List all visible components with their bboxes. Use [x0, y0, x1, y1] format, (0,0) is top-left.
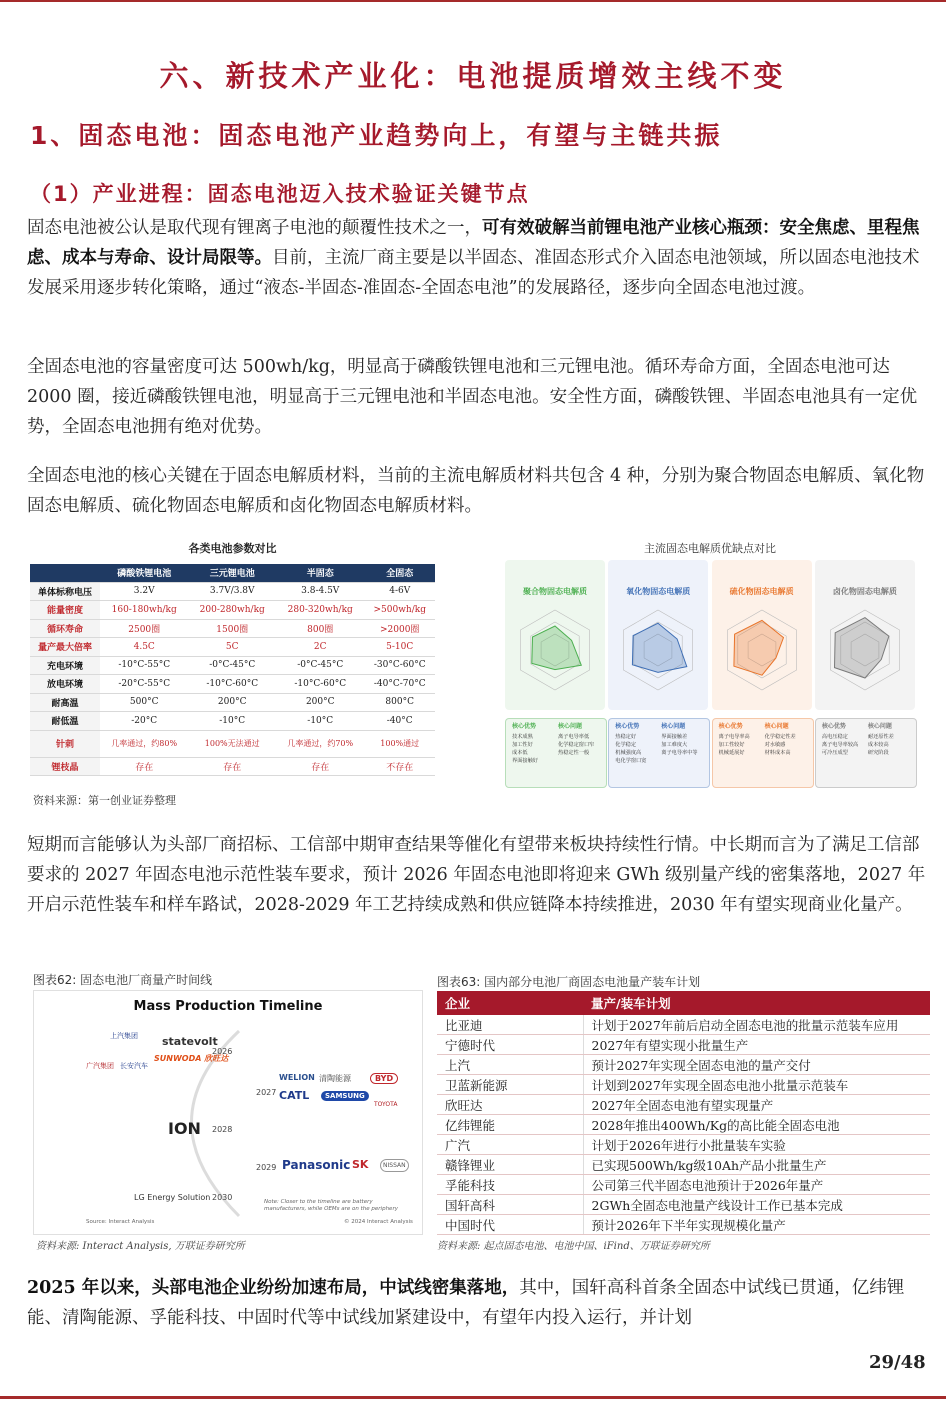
logo-changan: 长安汽车	[120, 1062, 148, 1070]
adv-item: 高电压稳定	[821, 734, 848, 740]
logo-byd: BYD	[370, 1073, 398, 1084]
year-2030: 2030	[212, 1193, 233, 1202]
bottom-rule	[0, 1396, 946, 1399]
electrolyte-panel	[712, 560, 812, 786]
params-cell: 200°C	[188, 693, 276, 712]
params-row	[30, 675, 435, 694]
adv-item: 可冷压成型	[821, 750, 848, 756]
params-row-label: 能量密度	[30, 601, 100, 620]
params-row-label: 耐高温	[30, 693, 100, 712]
params-cell: 5C	[188, 638, 276, 657]
params-row	[30, 730, 435, 757]
params-cell: >500wh/kg	[364, 601, 435, 620]
plan-row	[437, 1015, 930, 1035]
adv-header: 核心优势	[821, 723, 846, 730]
fig62-chart	[33, 990, 423, 1235]
params-cell: -30°C-60°C	[364, 656, 435, 675]
params-row-label: 耐低温	[30, 712, 100, 731]
params-cell: 160-180wh/kg	[100, 601, 188, 620]
electrolyte-summary-card	[815, 718, 917, 788]
battery-params-figure	[30, 540, 435, 776]
prob-item: 化学稳定窗口窄	[558, 742, 595, 748]
electrolyte-figure	[505, 540, 915, 790]
electrolyte-radar	[505, 600, 605, 710]
electrolyte-radar-card	[712, 560, 812, 710]
logo-ion: ION	[168, 1119, 201, 1138]
electrolyte-radar-card	[505, 560, 605, 710]
plan-company: 卫蓝新能源	[437, 1075, 583, 1095]
params-row	[30, 619, 435, 638]
plan-row	[437, 1135, 930, 1155]
params-cell: -10°C-60°C	[276, 675, 364, 694]
params-cell: 存在	[188, 757, 276, 776]
logo-gac: 广汽集团	[86, 1062, 114, 1070]
radar-area	[633, 623, 687, 672]
params-cell: 2C	[276, 638, 364, 657]
logo-lg: LG Energy Solution	[134, 1193, 211, 1202]
plan-row	[437, 1115, 930, 1135]
params-col-header: 磷酸铁锂电池	[100, 564, 188, 582]
params-cell: 100%无法通过	[188, 730, 276, 757]
adv-item: 热稳定好	[615, 734, 637, 740]
params-cell: 3.7V/3.8V	[188, 582, 276, 601]
page-number: 29/48	[869, 1352, 926, 1373]
adv-header: 核心优势	[718, 723, 743, 730]
params-cell: 800圈	[276, 619, 364, 638]
paragraph-1: 固态电池被公认是取代现有锂离子电池的颠覆性技术之一，可有效破解当前锂电池产业核心瓶颈：安全焦虑、里程焦虑、成本与寿命、设计局限等。目前，主流厂商主要是以半固态、准固态形式介入固态电池领域，所以固态电池技术发展采用逐步转化策略，通过“液态-半固态-准固态-全固态电池”的发展路径，逐步向全固态电池过渡。	[27, 218, 920, 298]
timeline-title: Mass Production Timeline	[133, 999, 323, 1014]
params-cell: 280-320wh/kg	[276, 601, 364, 620]
prob-item: 耐还原性差	[867, 734, 894, 740]
params-col-header: 全固态	[364, 564, 435, 582]
paragraph-2: 全固态电池的容量密度可达 500wh/kg，明显高于磷酸铁锂电池和三元锂电池。循环寿命方面，全固态电池可达 2000 圈，接近磷酸铁锂电池，明显高于三元锂电池和半固态电池。安全性方面，磷酸铁锂、半固态电池具有一定优势，全固态电池拥有绝对优势。	[27, 357, 918, 437]
adv-header: 核心优势	[615, 723, 640, 730]
plan-detail: 2GWh全固态电池量产线设计工作已基本完成	[583, 1195, 930, 1215]
fig63-header-company: 企业	[437, 991, 583, 1015]
plan-detail: 计划于2026年进行小批量装车实验	[583, 1135, 930, 1155]
plan-company: 国轩高科	[437, 1195, 583, 1215]
timeline-copyright: © 2024 Interact Analysis	[344, 1219, 413, 1225]
fig63-caption: 图表63: 国内部分电池厂商固态电池量产装车计划	[437, 975, 701, 989]
fig62-caption: 图表62: 固态电池厂商量产时间线	[33, 973, 213, 987]
params-row-label: 量产最大倍率	[30, 638, 100, 657]
plan-company: 欣旺达	[437, 1095, 583, 1115]
params-cell: 2500圈	[100, 619, 188, 638]
adv-item: 加工性较好	[718, 742, 745, 748]
prob-header: 核心问题	[558, 723, 583, 730]
radar-area	[733, 620, 783, 675]
params-cell: 4.5C	[100, 638, 188, 657]
params-row	[30, 693, 435, 712]
top-rule	[0, 0, 946, 2]
params-row-label: 充电环境	[30, 656, 100, 675]
plan-detail: 计划于2027年前后启动全固态电池的批量示范装车应用	[583, 1015, 930, 1035]
params-cell: 500°C	[100, 693, 188, 712]
year-2029: 2029	[256, 1163, 277, 1172]
electrolyte-name: 聚合物固态电解质	[523, 586, 587, 596]
paragraph-5: 2025 年以来，头部电池企业纷纷加速布局，中试线密集落地，其中，国轩高科首条全固态中试线已贯通，亿纬锂能、清陶能源、孚能科技、中固时代等中试线加紧建设中，有望年内投入运行，并计划	[27, 1278, 905, 1328]
electrolyte-name: 卤化物固态电解质	[832, 586, 897, 596]
adv-item: 化学稳定	[615, 742, 637, 748]
section-title: 六、新技术产业化：电池提质增效主线不变	[159, 59, 787, 93]
logo-samsung: SAMSUNG	[321, 1091, 369, 1101]
logo-sk: SK	[352, 1158, 369, 1171]
params-col-header: 半固态	[276, 564, 364, 582]
fig62-source: 资料来源: Interact Analysis, 万联证券研究所	[36, 1241, 245, 1252]
params-cell: -20°C	[100, 712, 188, 731]
electrolyte-summary-card	[712, 718, 814, 788]
logo-statevolt: statevolt	[162, 1035, 218, 1048]
adv-item: 加工性好	[512, 742, 533, 748]
params-cell: 几率通过，约80%	[100, 730, 188, 757]
plan-company: 宁德时代	[437, 1035, 583, 1055]
prob-item: 界面接触差	[661, 734, 688, 740]
fig63-header-plan: 量产/装车计划	[583, 991, 930, 1015]
adv-item: 机械强度高	[615, 750, 642, 756]
electrolyte-name: 硫化物固态电解质	[729, 586, 794, 596]
paragraph-3: 全固态电池的核心关键在于固态电解质材料，当前的主流电解质材料共包含 4 种，分别为聚合物固态电解质、氧化物固态电解质、硫化物固态电解质和卤化物固态电解质材料。	[27, 466, 925, 516]
params-cell: 几率通过，约70%	[276, 730, 364, 757]
params-cell: 4-6V	[364, 582, 435, 601]
timeline-source: Source: Interact Analysis	[86, 1219, 155, 1225]
plan-company: 孚能科技	[437, 1175, 583, 1195]
params-cell: >2000圈	[364, 619, 435, 638]
params-row	[30, 712, 435, 731]
params-cell: 5-10C	[364, 638, 435, 657]
prob-item: 离子电导率低	[558, 734, 590, 740]
plan-row	[437, 1195, 930, 1215]
radar-area	[532, 626, 582, 670]
paragraph-4: 短期而言能够认为头部厂商招标、工信部中期审查结果等催化有望带来板块持续性行情。中长期而言为了满足工信部要求的 2027 年固态电池示范性装车要求，预计 2026 年固态电池即将迎来 GWh 级别量产线的密集落地，2027 年开启示范性装车和样车路试，2028-2029 年工艺持续成熟和供应链降本持续推进，2030 年有望实现商业化量产。	[27, 835, 926, 915]
params-cell: -0°C-45°C	[276, 656, 364, 675]
logo-sunwoda: SUNWODA 欣旺达	[154, 1054, 229, 1063]
params-cell: 3.2V	[100, 582, 188, 601]
plan-row	[437, 1075, 930, 1095]
adv-item: 技术成熟	[512, 734, 533, 740]
year-2027: 2027	[256, 1088, 277, 1097]
params-cell: -10°C	[276, 712, 364, 731]
prob-header: 核心问题	[764, 723, 789, 730]
logo-panasonic: Panasonic	[282, 1158, 351, 1172]
plan-company: 中国时代	[437, 1215, 583, 1235]
plan-company: 比亚迪	[437, 1015, 583, 1035]
logo-saic: 上汽集团	[110, 1032, 138, 1040]
params-row-label: 单体标称电压	[30, 582, 100, 601]
params-row-label: 循环寿命	[30, 619, 100, 638]
electrolyte-radar-card	[608, 560, 708, 710]
params-row	[30, 757, 435, 776]
battery-params-title: 各类电池参数对比	[188, 542, 277, 555]
plan-detail: 2027年全固态电池有望实现量产	[583, 1095, 930, 1115]
fig63-source: 资料来源: 起点固态电池、电池中国、iFind、万联证券研究所	[437, 1241, 710, 1252]
params-cell: 200-280wh/kg	[188, 601, 276, 620]
battery-params-source: 资料来源：第一创业证券整理	[33, 794, 176, 807]
params-cell: 100%通过	[364, 730, 435, 757]
params-row	[30, 601, 435, 620]
electrolyte-panel	[815, 560, 915, 786]
plan-detail: 计划到2027年实现全固态电池小批量示范装车	[583, 1075, 930, 1095]
adv-item: 成本低	[512, 750, 528, 756]
plan-row	[437, 1175, 930, 1195]
params-row	[30, 638, 435, 657]
params-row-label: 针刺	[30, 730, 100, 757]
plan-detail: 2028年推出400Wh/Kg的高比能全固态电池	[583, 1115, 930, 1135]
params-cell: 800°C	[364, 693, 435, 712]
params-cell: 存在	[100, 757, 188, 776]
logo-qingtao: 清陶能源	[319, 1074, 351, 1083]
params-cell: 200°C	[276, 693, 364, 712]
adv-item: 离子电导率较高	[821, 742, 859, 748]
prob-header: 核心问题	[867, 723, 892, 730]
battery-params-table	[30, 564, 435, 776]
params-cell: -10°C-60°C	[188, 675, 276, 694]
plan-company: 亿纬锂能	[437, 1115, 583, 1135]
prob-item: 热稳定性一般	[558, 750, 590, 756]
params-cell: -40°C	[364, 712, 435, 731]
plan-detail: 公司第三代半固态电池预计于2026年量产	[583, 1175, 930, 1195]
params-cell: 1500圈	[188, 619, 276, 638]
plan-company: 上汽	[437, 1055, 583, 1075]
prob-item: 化学稳定性差	[764, 734, 796, 740]
year-2028: 2028	[212, 1125, 233, 1134]
electrolyte-radar	[608, 600, 708, 710]
prob-item: 对水敏感	[764, 742, 786, 748]
electrolyte-panel	[505, 560, 605, 786]
adv-item: 机械延展好	[718, 750, 745, 756]
electrolyte-summary-card	[505, 718, 607, 788]
plan-company: 广汽	[437, 1135, 583, 1155]
params-row-label: 锂枝晶	[30, 757, 100, 776]
adv-item: 界面接触好	[512, 758, 538, 764]
plan-row	[437, 1095, 930, 1115]
electrolyte-radar-card	[815, 560, 915, 710]
electrolyte-name: 氧化物固态电解质	[626, 586, 691, 596]
logo-nissan: NISSAN	[380, 1159, 409, 1172]
plan-row	[437, 1155, 930, 1175]
params-cell: -40°C-70°C	[364, 675, 435, 694]
electrolyte-panel	[608, 560, 708, 786]
prob-item: 研究阶段	[867, 750, 889, 756]
params-cell: -20°C-55°C	[100, 675, 188, 694]
params-row-label: 放电环境	[30, 675, 100, 694]
sub-subsection-title: （1）产业进程：固态电池迈入技术验证关键节点	[30, 182, 530, 206]
year-2026: 2026	[212, 1047, 233, 1056]
plan-company: 赣锋锂业	[437, 1155, 583, 1175]
electrolyte-radar	[712, 600, 812, 710]
prob-item: 材料成本高	[764, 750, 791, 756]
params-cell: 不存在	[364, 757, 435, 776]
fig63-table	[437, 991, 930, 1235]
plan-row	[437, 1055, 930, 1075]
electrolyte-summary-card	[608, 718, 710, 788]
prob-header: 核心问题	[661, 723, 686, 730]
params-col-header: 三元锂电池	[188, 564, 276, 582]
adv-header: 核心优势	[512, 723, 537, 730]
params-col-header	[30, 564, 100, 582]
logo-toyota: TOYOTA	[374, 1101, 398, 1108]
prob-item: 加工难度大	[661, 742, 688, 748]
electrolyte-title: 主流固态电解质优缺点对比	[644, 542, 776, 555]
logo-catl: CATL	[279, 1089, 310, 1102]
adv-item: 电化学窗口宽	[615, 758, 647, 764]
params-cell: 存在	[276, 757, 364, 776]
prob-item: 成本较高	[867, 742, 889, 748]
plan-detail: 预计2027年实现全固态电池的量产交付	[583, 1055, 930, 1075]
params-cell: -10°C-55°C	[100, 656, 188, 675]
plan-row	[437, 1035, 930, 1055]
params-row	[30, 656, 435, 675]
params-cell: 3.8-4.5V	[276, 582, 364, 601]
plan-detail: 预计2026年下半年实现规模化量产	[583, 1215, 930, 1235]
logo-welion: WELION	[279, 1073, 315, 1082]
timeline-note: Note: Closer to the timeline are battery manufacturers, while OEMs are on the periphery	[264, 1199, 398, 1212]
electrolyte-radar	[815, 600, 915, 710]
plan-detail: 2027年有望实现小批量生产	[583, 1035, 930, 1055]
params-cell: -10°C	[188, 712, 276, 731]
plan-row	[437, 1215, 930, 1235]
params-row	[30, 582, 435, 601]
fig63-table-wrap	[437, 991, 930, 1235]
params-cell: -0°C-45°C	[188, 656, 276, 675]
subsection-title: 1、固态电池：固态电池产业趋势向上，有望与主链共振	[30, 121, 723, 150]
plan-detail: 已实现500Wh/kg级10Ah产品小批量生产	[583, 1155, 930, 1175]
prob-item: 离子电导率中等	[661, 750, 698, 756]
adv-item: 离子电导率高	[718, 734, 750, 740]
